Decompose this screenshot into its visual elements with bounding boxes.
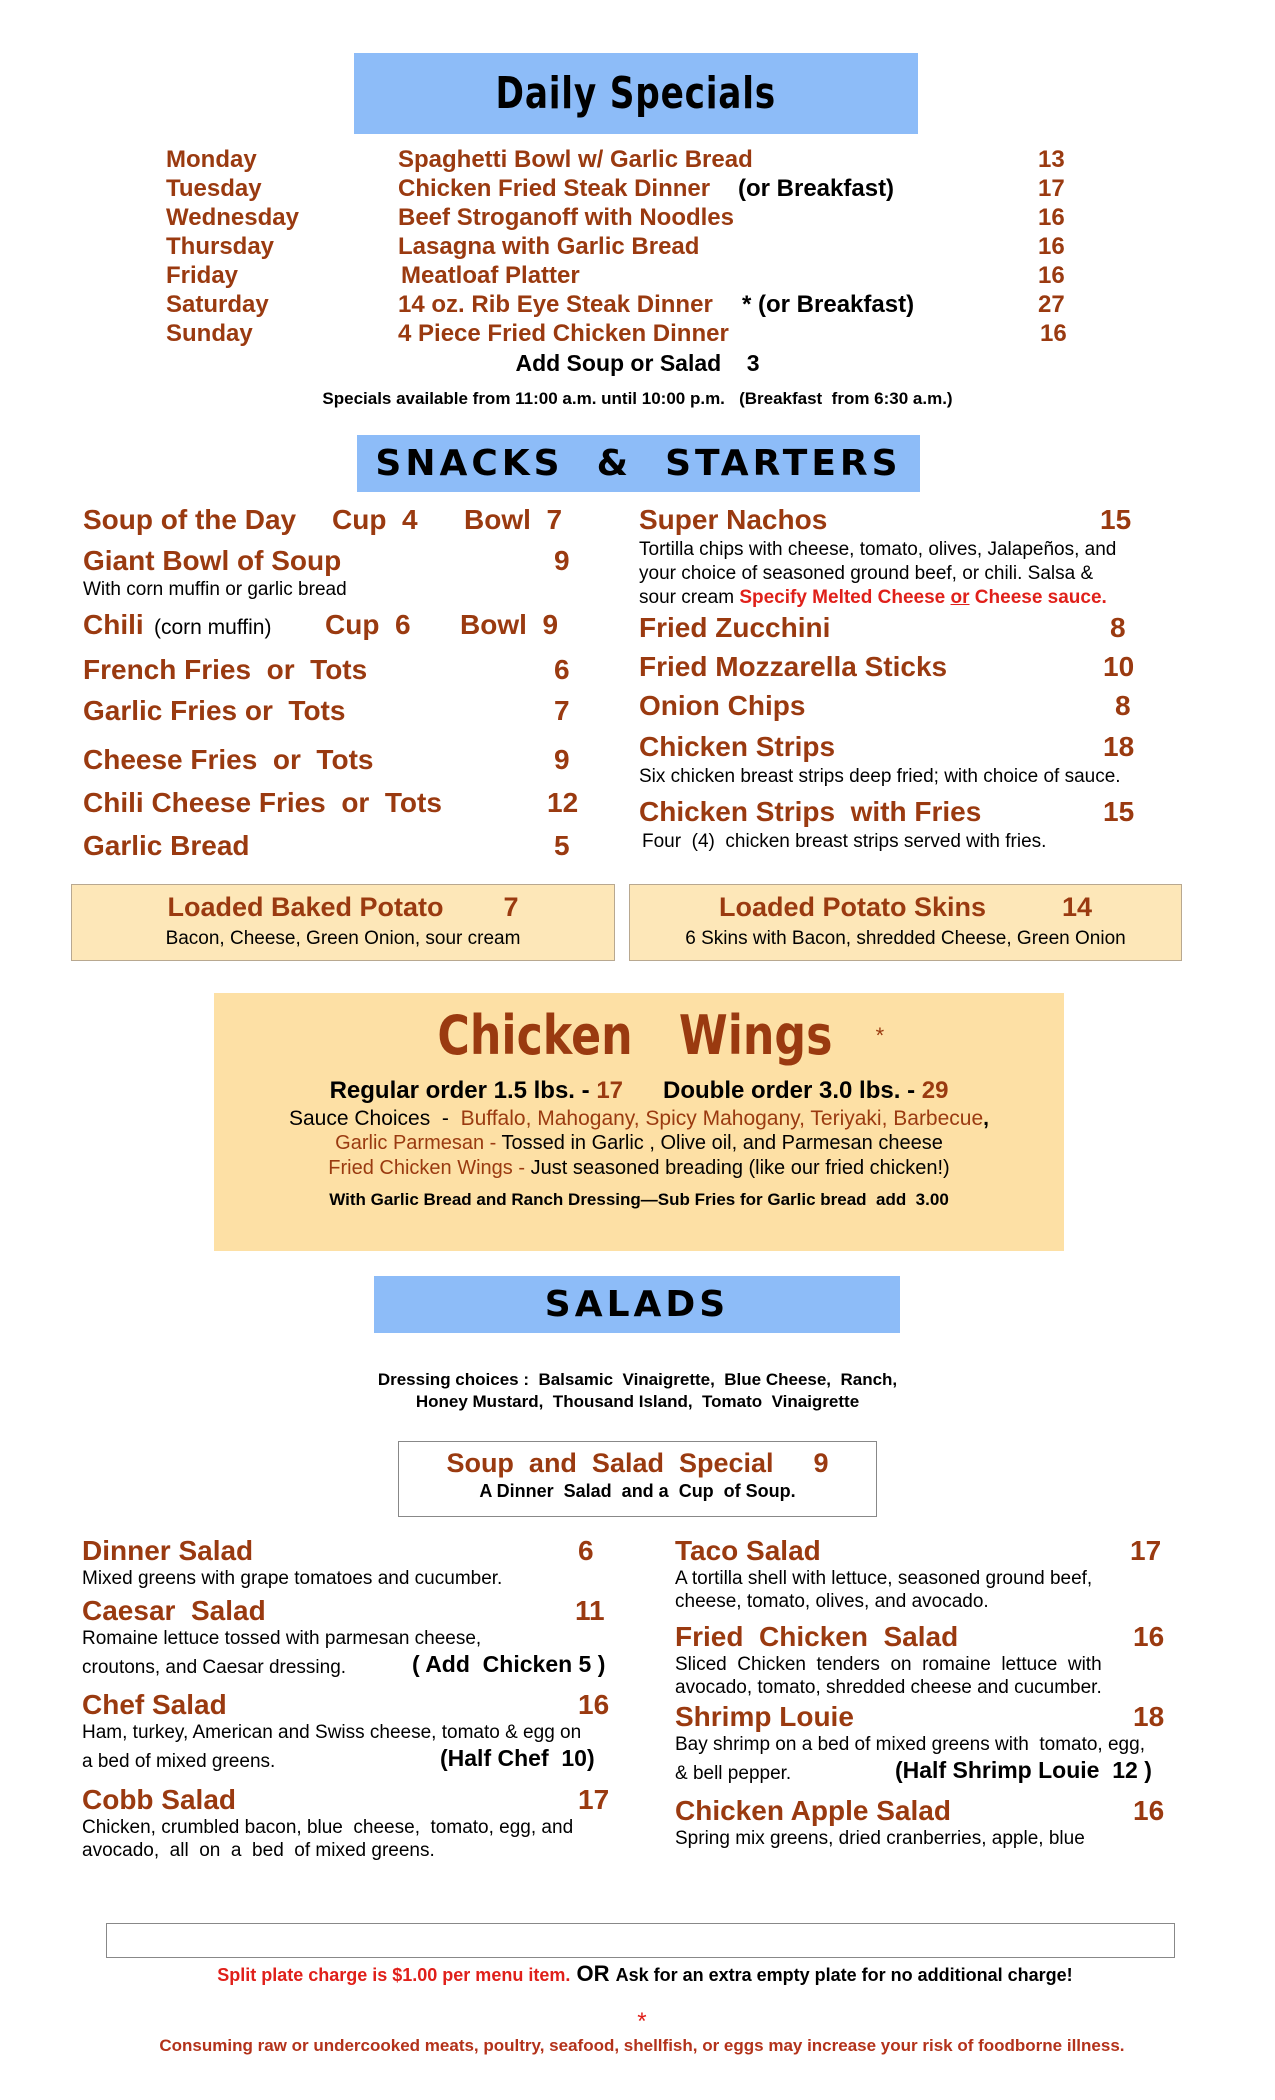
cheese-fries-price: 9	[554, 744, 570, 775]
french-fries-name: French Fries or Tots	[83, 654, 368, 685]
dish-name: 4 Piece Fried Chicken Dinner	[398, 320, 729, 347]
nachos-desc-3	[639, 586, 1107, 610]
wings-sauce-row	[214, 1107, 1064, 1131]
day-label: Sunday	[166, 320, 253, 347]
cobb-salad-desc-2: avocado, all on a bed of mixed greens.	[82, 1840, 435, 1861]
nachos-price: 15	[1100, 504, 1132, 535]
dish-price: 16	[1038, 204, 1065, 231]
chef-salad-desc-1: Ham, turkey, American and Swiss cheese, tomato & egg on	[82, 1722, 582, 1743]
half-chef: (Half Chef 10)	[440, 1745, 595, 1771]
wings-fried-desc: Just seasoned breading (like our fried chicken!)	[530, 1157, 950, 1179]
dinner-salad-desc: Mixed greens with grape tomatoes and cucumber.	[82, 1568, 503, 1589]
wings-orders	[214, 1077, 1064, 1105]
wings-parmesan-row	[214, 1132, 1064, 1155]
potato-title	[72, 892, 614, 923]
nachos-cheese-sauce: Cheese sauce.	[969, 587, 1107, 608]
cobb-salad-desc-1: Chicken, crumbled bacon, blue cheese, tomato, egg, and	[82, 1817, 574, 1838]
caesar-salad-price: 11	[575, 1595, 605, 1626]
shrimp-louie-name: Shrimp Louie	[675, 1701, 854, 1732]
wings-fried-row	[214, 1157, 1064, 1180]
strips-fries-price: 15	[1103, 796, 1135, 827]
warning-star: *	[637, 2008, 647, 2035]
soup-day-cup: Cup 4	[332, 504, 418, 535]
potato-name: Loaded Baked Potato	[167, 892, 444, 922]
wings-sauce-comma: ,	[983, 1107, 989, 1130]
wings-star: *	[875, 1023, 885, 1048]
wings-note: With Garlic Bread and Ranch Dressing—Sub Fries for Garlic bread add 3.00	[329, 1190, 949, 1209]
special-title	[399, 1448, 876, 1479]
giant-bowl-price: 9	[554, 545, 570, 576]
wings-title-row	[214, 1005, 1064, 1067]
skins-desc: 6 Skins with Bacon, shredded Cheese, Green Onion	[685, 928, 1126, 949]
half-shrimp-louie: (Half Shrimp Louie 12 )	[895, 1757, 1152, 1783]
special-desc: A Dinner Salad and a Cup of Soup.	[479, 1481, 796, 1501]
zucchini-name: Fried Zucchini	[639, 612, 831, 643]
caesar-salad-name: Caesar Salad	[82, 1595, 266, 1626]
taco-salad-price: 17	[1130, 1535, 1162, 1566]
dish-name: 14 oz. Rib Eye Steak Dinner	[398, 291, 713, 318]
dish-price: 16	[1040, 320, 1067, 347]
dish-price: 13	[1038, 146, 1065, 173]
shrimp-louie-desc-1: Bay shrimp on a bed of mixed greens with tomato, egg,	[675, 1734, 1145, 1755]
potato-price: 7	[503, 892, 519, 922]
wings-sauce-label: Sauce Choices -	[288, 1107, 455, 1130]
wings-double-price: 29	[921, 1077, 949, 1104]
chicken-apple-salad-name: Chicken Apple Salad	[675, 1795, 951, 1826]
wings-regular-label: Regular order 1.5 lbs. -	[329, 1077, 597, 1104]
onion-chips-price: 8	[1115, 690, 1131, 721]
snacks-title: SNACKS & STARTERS	[375, 443, 902, 484]
dish-extra: (or Breakfast)	[738, 175, 895, 202]
day-label: Monday	[166, 146, 257, 173]
wings-parmesan-desc: Tossed in Garlic , Olive oil, and Parmesan cheese	[501, 1132, 943, 1154]
strips-price: 18	[1103, 731, 1135, 762]
strips-name: Chicken Strips	[639, 731, 836, 762]
split-plate-box	[106, 1923, 1175, 1986]
dish-price: 16	[1038, 262, 1065, 289]
salads-title: SALADS	[544, 1284, 730, 1325]
wings-double-label: Double order 3.0 lbs. -	[663, 1077, 922, 1104]
chili-bowl: Bowl 9	[460, 609, 559, 640]
chicken-apple-salad-desc: Spring mix greens, dried cranberries, apple, blue	[675, 1828, 1085, 1849]
dish-name: Spaghetti Bowl w/ Garlic Bread	[398, 146, 753, 173]
garlic-bread-name: Garlic Bread	[83, 830, 250, 861]
giant-bowl-name: Giant Bowl of Soup	[83, 545, 342, 576]
cheese-fries-name: Cheese Fries or Tots	[83, 744, 374, 775]
special-price: 9	[813, 1448, 829, 1478]
day-label: Saturday	[166, 291, 269, 318]
day-label: Tuesday	[166, 175, 262, 202]
daily-specials-title: Daily Specials	[495, 68, 777, 119]
garlic-fries-name: Garlic Fries or Tots	[83, 695, 346, 726]
snacks-banner	[357, 435, 920, 492]
dressing-line-2: Honey Mustard, Thousand Island, Tomato Vinaigrette	[415, 1392, 860, 1411]
dinner-salad-price: 6	[578, 1535, 594, 1566]
daily-specials-banner	[354, 53, 918, 134]
wings-sauce-list: Buffalo, Mahogany, Spicy Mahogany, Teriyaki, Barbecue	[454, 1107, 984, 1130]
soup-day-bowl: Bowl 7	[464, 504, 563, 535]
day-label: Wednesday	[166, 204, 299, 231]
wings-title: Chicken Wings	[437, 1004, 833, 1067]
nachos-specify: Specify Melted Cheese	[739, 587, 951, 608]
chili-cheese-fries-price: 12	[547, 787, 579, 818]
loaded-potato-skins-box	[629, 884, 1182, 961]
chili-cheese-fries-name: Chili Cheese Fries or Tots	[83, 787, 442, 818]
taco-salad-name: Taco Salad	[675, 1535, 821, 1566]
wings-fried-label: Fried Chicken Wings -	[328, 1157, 531, 1179]
mozzarella-name: Fried Mozzarella Sticks	[639, 651, 948, 682]
foodborne-warning	[0, 1990, 1275, 2056]
chicken-wings-box	[214, 993, 1064, 1251]
strips-desc: Six chicken breast strips deep fried; with choice of sauce.	[639, 766, 1121, 787]
day-label: Thursday	[166, 233, 275, 260]
daily-addon: Add Soup or Salad 3	[515, 350, 760, 376]
taco-salad-desc-2: cheese, tomato, olives, and avocado.	[675, 1591, 989, 1612]
skins-price: 14	[1062, 892, 1093, 922]
fried-chicken-salad-desc-1: Sliced Chicken tenders on romaine lettuce with	[675, 1654, 1102, 1675]
salads-banner	[374, 1276, 900, 1333]
dish-price: 17	[1038, 175, 1065, 202]
nachos-desc-3-text: sour cream	[639, 587, 740, 608]
cobb-salad-price: 17	[578, 1784, 610, 1815]
dressing-line-1: Dressing choices : Balsamic Vinaigrette, Blue Cheese, Ranch,	[377, 1370, 898, 1389]
caesar-salad-desc-2: croutons, and Caesar dressing.	[82, 1657, 347, 1678]
nachos-desc-2: your choice of seasoned ground beef, or chili. Salsa &	[639, 563, 1094, 584]
dish-extra: * (or Breakfast)	[742, 291, 915, 318]
chili-sub: (corn muffin)	[154, 616, 272, 639]
skins-name: Loaded Potato Skins	[718, 892, 986, 922]
dish-price: 16	[1038, 233, 1065, 260]
garlic-fries-price: 7	[554, 695, 570, 726]
fried-chicken-salad-name: Fried Chicken Salad	[675, 1621, 959, 1652]
dish-name: Lasagna with Garlic Bread	[398, 233, 700, 260]
caesar-add-chicken: ( Add Chicken 5 )	[412, 1651, 606, 1677]
french-fries-price: 6	[554, 654, 570, 685]
split-extra-plate: Ask for an extra empty plate for no additional charge!	[615, 1965, 1073, 1985]
split-plate-charge: Split plate charge is $1.00 per menu item.	[217, 1965, 571, 1985]
cobb-salad-name: Cobb Salad	[82, 1784, 237, 1815]
strips-fries-desc: Four (4) chicken breast strips served with fries.	[642, 831, 1047, 852]
chili-name: Chili	[83, 609, 144, 640]
special-name: Soup and Salad Special	[446, 1448, 774, 1478]
soup-salad-special-box	[398, 1441, 877, 1517]
shrimp-louie-price: 18	[1133, 1701, 1165, 1732]
strips-fries-name: Chicken Strips with Fries	[639, 796, 982, 827]
garlic-bread-price: 5	[554, 830, 570, 861]
dish-name: Beef Stroganoff with Noodles	[398, 204, 734, 231]
nachos-desc-1: Tortilla chips with cheese, tomato, olives, Jalapeños, and	[639, 539, 1117, 560]
wings-regular-price: 17	[596, 1077, 624, 1104]
chef-salad-name: Chef Salad	[82, 1689, 227, 1720]
soup-day-name: Soup of the Day	[83, 504, 297, 535]
chef-salad-price: 16	[578, 1689, 610, 1720]
giant-bowl-desc: With corn muffin or garlic bread	[83, 579, 347, 600]
loaded-baked-potato-box	[71, 884, 615, 961]
daily-note: Specials available from 11:00 a.m. until 10:00 p.m. (Breakfast from 6:30 a.m.)	[322, 389, 953, 408]
chili-cup: Cup 6	[325, 609, 411, 640]
dish-name: Meatloaf Platter	[401, 262, 580, 289]
skins-title	[630, 892, 1181, 923]
fried-chicken-salad-price: 16	[1133, 1621, 1165, 1652]
wings-parmesan-label: Garlic Parmesan -	[335, 1132, 502, 1154]
warning-text: Consuming raw or undercooked meats, poultry, seafood, shellfish, or eggs may increase your risk of foodborne illness.	[159, 2036, 1125, 2055]
taco-salad-desc-1: A tortilla shell with lettuce, seasoned ground beef,	[675, 1568, 1093, 1589]
onion-chips-name: Onion Chips	[639, 690, 806, 721]
mozzarella-price: 10	[1103, 651, 1135, 682]
chicken-apple-salad-price: 16	[1133, 1795, 1165, 1826]
split-or: OR	[570, 1961, 616, 1986]
dish-name: Chicken Fried Steak Dinner	[398, 175, 711, 202]
shrimp-louie-desc-2: & bell pepper.	[675, 1763, 792, 1784]
chef-salad-desc-2: a bed of mixed greens.	[82, 1751, 276, 1772]
potato-desc: Bacon, Cheese, Green Onion, sour cream	[165, 928, 521, 949]
dish-price: 27	[1038, 291, 1065, 318]
dinner-salad-name: Dinner Salad	[82, 1535, 254, 1566]
day-label: Friday	[166, 262, 239, 289]
nachos-or: or	[950, 587, 970, 608]
nachos-name: Super Nachos	[639, 504, 828, 535]
zucchini-price: 8	[1110, 612, 1126, 643]
caesar-salad-desc-1: Romaine lettuce tossed with parmesan cheese,	[82, 1628, 482, 1649]
fried-chicken-salad-desc-2: avocado, tomato, shredded cheese and cucumber.	[675, 1677, 1102, 1698]
